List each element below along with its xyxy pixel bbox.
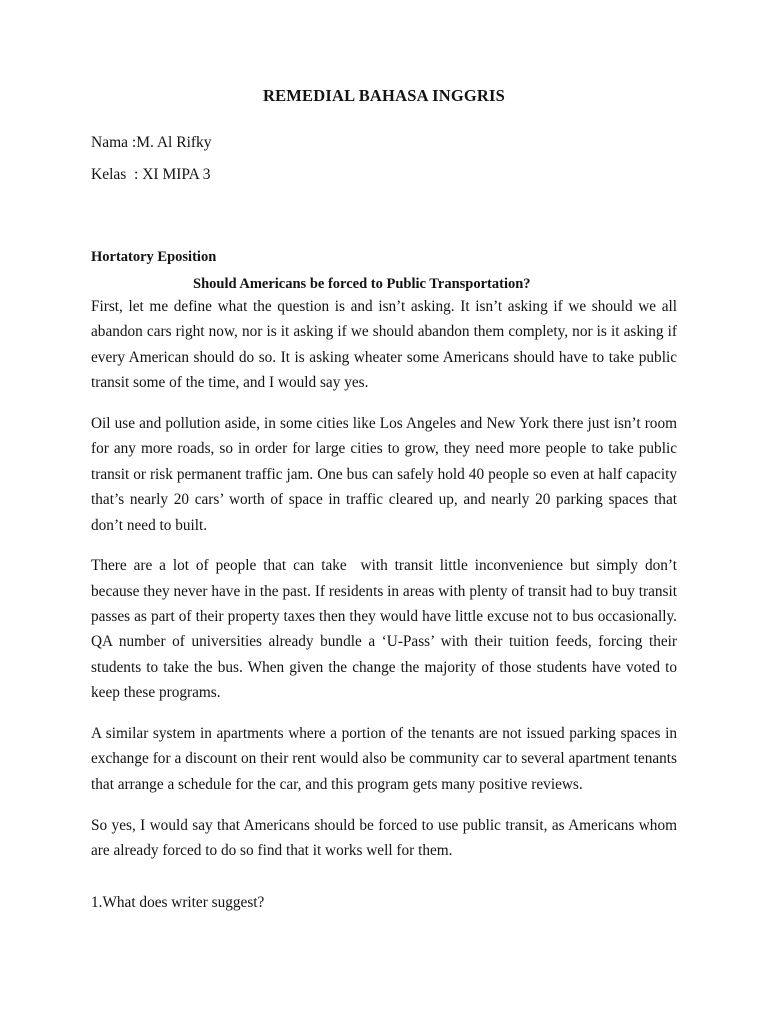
student-meta-block <box>91 127 677 191</box>
body-paragraph: There are a lot of people that can take with transit little inconvenience but simply don’t because they never have in the past. If residents in areas with plenty of transit had to buy transit passes as part of their property taxes then they would have little excuse not to bus occasionally. QA number of universities already bundle a ‘U-Pass’ with their tuition feeds, forcing their students to take the bus. When given the change the majority of those students have voted to keep these programs. <box>91 557 681 702</box>
student-class-line: Kelas : XI MIPA 3 <box>91 166 211 183</box>
question-item: 1.What does writer suggest? <box>91 894 265 912</box>
body-paragraph: First, let me define what the question is and isn’t asking. It isn’t asking if we should we all abandon cars right now, nor is it asking if we should abandon them complety, nor is it asking if every American should do so. It is asking wheater some Americans should have to take public transit some of the time, and I would say yes. <box>91 298 681 392</box>
student-name-line: Nama :M. Al Rifky <box>91 134 212 151</box>
section-heading-text-type: Hortatory Eposition <box>91 249 217 265</box>
section-subheading-topic: Should Americans be forced to Public Transportation? <box>193 276 531 292</box>
body-paragraph: So yes, I would say that Americans should be forced to use public transit, as Americans whom are already forced to do so find that it works well for them. <box>91 816 681 859</box>
document-content <box>91 0 685 916</box>
body-paragraph: Oil use and pollution aside, in some cities like Los Angeles and New York there just isn’t room for any more roads, so in order for large cities to grow, they need more people to take public transit or risk permanent traffic jam. One bus can safely hold 40 people so even at half capacity that’s nearly 20 cars’ worth of space in traffic cleared up, and nearly 20 parking spaces that don’t need to built. <box>91 414 685 534</box>
page-title: REMEDIAL BAHASA INGGRIS <box>262 86 506 105</box>
body-paragraph: A similar system in apartments where a portion of the tenants are not issued parking spaces in exchange for a discount on their rent would also be community car to several apartment tenants that arrange a schedule for the car, and this program gets many positive reviews. <box>91 724 681 793</box>
